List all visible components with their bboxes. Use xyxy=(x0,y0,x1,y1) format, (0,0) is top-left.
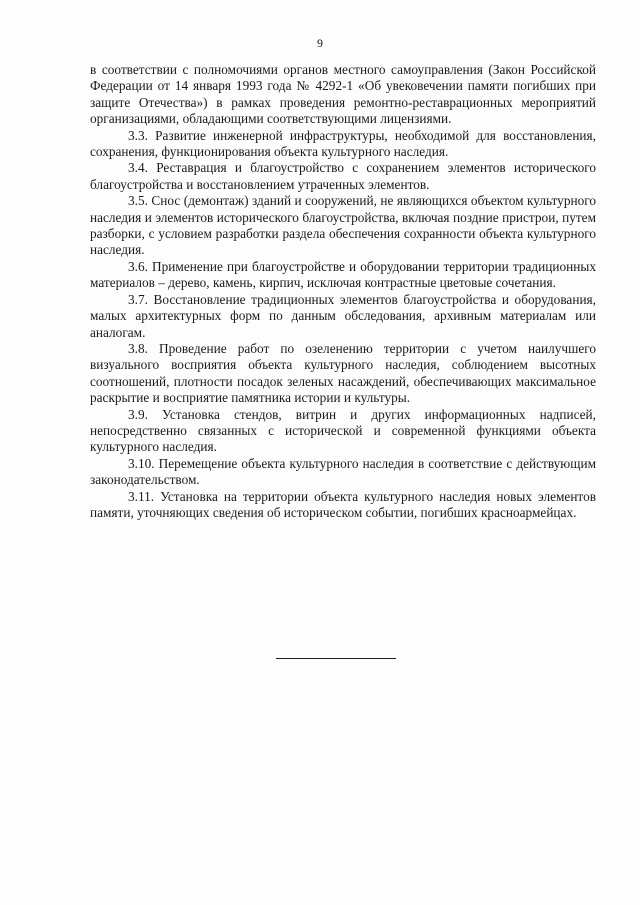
paragraph-continuation: в соответствии с полномочиями органов местного самоуправления (Закон Российской Федерации от 14 января 1993 года № 4292-1 «Об увековечении памяти погибших при защите Отечества») в рамках проведения ремонтно-реставрационных мероприятий организациями, обладающими соответствующими лицензиями. xyxy=(90,62,596,127)
paragraph-3-7: 3.7. Восстановление традиционных элементов благоустройства и оборудования, малых архитектурных форм по данным обследования, архивным материалам или аналогам. xyxy=(90,291,596,340)
paragraph-3-10: 3.10. Перемещение объекта культурного наследия в соответствие с действующим законодательством. xyxy=(90,455,596,488)
paragraph-3-8: 3.8. Проведение работ по озеленению территории с учетом наилучшего визуального восприятия объекта культурного наследия, соблюдением высотных соотношений, плотности посадок зеленых насаждений, обеспечивающих максимальное раскрытие и восприятие памятника истории и культуры. xyxy=(90,340,596,406)
paragraph-3-9: 3.9. Установка стендов, витрин и других информационных надписей, непосредственно связанных с исторической и современной функциями объекта культурного наследия. xyxy=(90,406,596,455)
paragraph-3-5: 3.5. Снос (демонтаж) зданий и сооружений, не являющихся объектом культурного наследия и элементов исторического благоустройства, включая поздние пристрои, путем разборки, с условием разработки раздела обеспечения сохранности объекта культурного наследия. xyxy=(90,193,596,258)
paragraph-3-6: 3.6. Применение при благоустройстве и оборудовании территории традиционных материалов – дерево, камень, кирпич, исключая контрастные цветовые сочетания. xyxy=(90,258,596,291)
paragraph-3-11: 3.11. Установка на территории объекта культурного наследия новых элементов памяти, уточняющих сведения об историческом событии, погибших красноармейцах. xyxy=(90,488,596,520)
paragraph-3-3: 3.3. Развитие инженерной инфраструктуры, необходимой для восстановления, сохранения, функционирования объекта культурного наследия. xyxy=(90,127,596,160)
paragraph-3-4: 3.4. Реставрация и благоустройство с сохранением элементов исторического благоустройства и восстановлением утраченных элементов. xyxy=(90,160,596,192)
document-body xyxy=(90,62,596,521)
end-of-text-rule xyxy=(276,658,396,659)
page-number: 9 xyxy=(317,36,323,50)
